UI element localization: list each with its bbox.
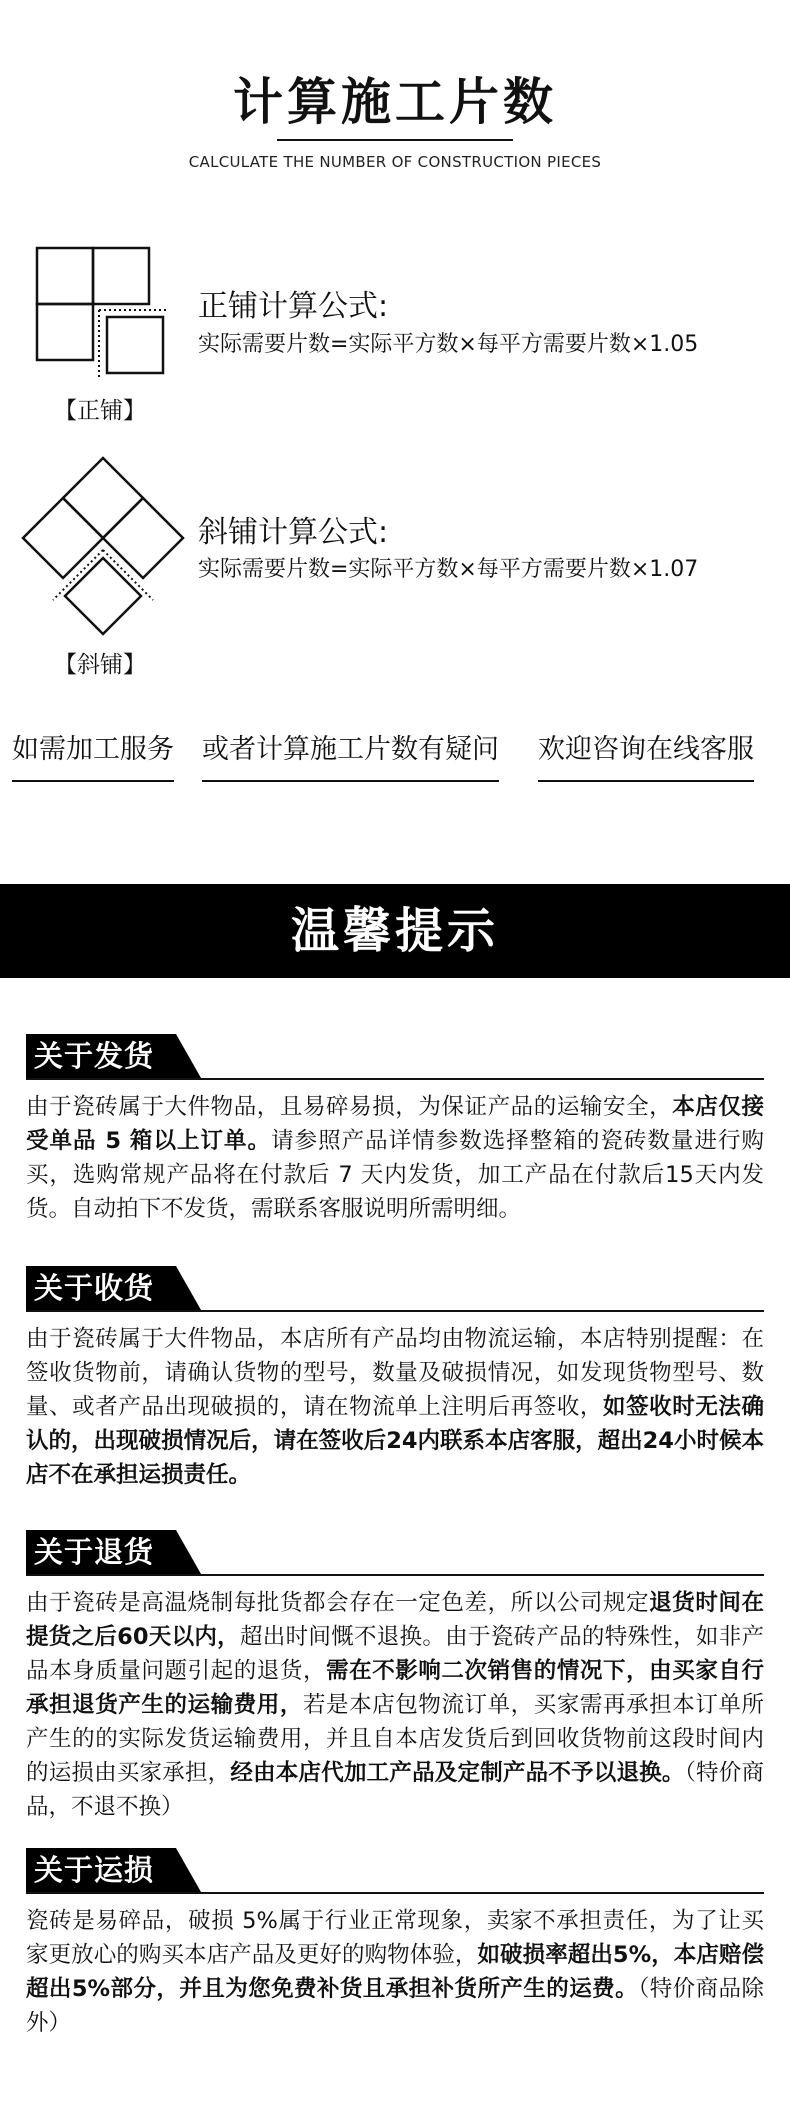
emphasis-text: 需在不影响二次销售的情况下，由买家自行承担退货产生的运输费用，	[26, 1658, 764, 1718]
body-text: 由于瓷砖是高温烧制每批货都会存在一定色差，所以公司规定	[26, 1590, 650, 1616]
section-damage-text	[26, 1904, 764, 2040]
body-text: 超出时间慨不退换。由于瓷砖产品的特殊性，如非产品本身质量问题引起的退货，	[26, 1624, 764, 1684]
body-text: 由于瓷砖属于大件物品，本店所有产品均由物流运输，本店特别提醒：在签收货物前，请确认货物的型号，数量及破损情况，如发现货物型号、数量、或者产品出现破损的，请在物流单上注明后再签收，	[26, 1326, 764, 1420]
diagonal-formula-text: 实际需要片数=实际平方数×每平方需要片数×1.07	[198, 557, 699, 582]
diagonal-tiling-caption: 【斜铺】	[54, 652, 146, 678]
page-title: 计算施工片数	[233, 73, 557, 131]
title-divider	[277, 139, 513, 141]
body-text: 请参照产品详情参数选择整箱的瓷砖数量进行购买，选购常规产品将在付款后 7 天内发货，加工产品在付款后15天内发货。自动拍下不发货，需联系客服说明所需明细。	[26, 1128, 764, 1222]
diagonal-formula-heading: 斜铺计算公式:	[198, 515, 389, 550]
straight-tiling-caption: 【正铺】	[54, 398, 146, 424]
section-receiving-title: 关于收货	[34, 1271, 155, 1305]
emphasis-text: 退货时间在提货之后60天以内，	[26, 1590, 764, 1650]
section-returns-rule	[26, 1574, 764, 1576]
page-subtitle: CALCULATE THE NUMBER OF CONSTRUCTION PIECES	[188, 153, 602, 171]
section-returns-text	[26, 1586, 764, 1824]
straight-tiling-diagram	[30, 240, 170, 380]
section-returns-title: 关于退货	[34, 1535, 155, 1569]
contact-calculation: 或者计算施工片数有疑问	[202, 728, 499, 782]
section-receiving-text	[26, 1322, 764, 1492]
section-damage-rule	[26, 1892, 764, 1894]
straight-formula-heading: 正铺计算公式:	[198, 289, 389, 324]
emphasis-text: 如破损率超出5%，本店赔偿超出5%部分，并且为您免费补货且承担补货所产生的运费。	[26, 1942, 764, 2002]
body-text: 瓷砖是易碎品，破损 5%属于行业正常现象，卖家不承担责任，为了让买家更放心的购买本店产品及更好的购物体验，	[26, 1908, 764, 1968]
contact-processing: 如需加工服务	[12, 728, 174, 782]
body-text: 由于瓷砖属于大件物品，且易碎易损，为保证产品的运输安全，	[26, 1094, 673, 1120]
body-text: 若是本店包物流订单，买家需再承担本订单所产生的的实际发货运输费用，并且自本店发货后到回收货物前这段时间内的运损由买家承担，	[26, 1692, 764, 1786]
section-shipping-text	[26, 1090, 764, 1226]
section-damage-title: 关于运损	[34, 1853, 155, 1887]
emphasis-text: 本店仅接受单品 5 箱以上订单。	[26, 1094, 764, 1154]
emphasis-text: 如签收时无法确认的，出现破损情况后，请在签收后24内联系本店客服，超出24小时候本店不在承担运损责任。	[26, 1394, 764, 1488]
section-shipping-title: 关于发货	[34, 1039, 155, 1073]
contact-online-service: 欢迎咨询在线客服	[538, 728, 754, 782]
tips-banner-title: 温馨提示	[290, 903, 499, 959]
diagonal-tiling-diagram	[18, 452, 188, 642]
body-text: （特价商品除外）	[26, 1976, 764, 2036]
emphasis-text: 经由本店代加工产品及定制产品不予以退换。	[230, 1760, 685, 1786]
body-text: （特价商品，不退不换）	[26, 1760, 764, 1820]
straight-formula-text: 实际需要片数=实际平方数×每平方需要片数×1.05	[198, 332, 699, 357]
section-shipping-rule	[26, 1078, 764, 1080]
section-receiving-rule	[26, 1310, 764, 1312]
